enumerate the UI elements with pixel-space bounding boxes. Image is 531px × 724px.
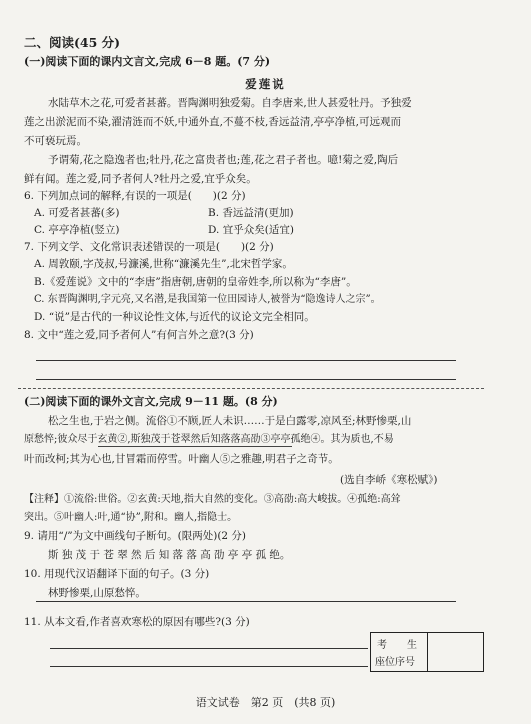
answer-line[interactable]	[36, 360, 456, 361]
passage-line: 叶而改柯;其为心也,甘冒霜而停雪。叶幽人⑤之雅趣,明君子之奇节。	[24, 453, 339, 465]
q7-option-d: D. “说”是古代的一种议论性文体,与近代的议论文完全相同。	[34, 311, 315, 323]
passage-line: 予谓菊,花之隐逸者也;牡丹,花之富贵者也;莲,花之君子者也。噫!菊之爱,陶后	[48, 154, 399, 166]
q6-option-a: A. 可爱者甚蕃(多)	[34, 207, 120, 219]
page-footer: 语文试卷 第2 页 (共8 页)	[195, 696, 336, 709]
q6-option-b: B. 香远益清(更加)	[208, 207, 294, 219]
passage-line: 鲜有闻。莲之爱,同予者何人?牡丹之爱,宜乎众矣。	[24, 173, 257, 185]
question-9-stem: 9. 请用“/”为文中画线句子断句。(限两处)(2 分)	[24, 530, 247, 542]
source-citation: (选自李峤《寒松赋》)	[340, 474, 438, 486]
essay-title: 爱莲说	[245, 77, 286, 91]
q7-option-c: C. 东晋陶渊明,字元亮,又名潜,是我国第一位田园诗人,被誉为“隐逸诗人之宗”。	[34, 294, 381, 305]
q7-option-a: A. 周敦颐,字茂叔,号濂溪,世称“濂溪先生”,北宋哲学家。	[34, 258, 293, 270]
question-10-stem: 10. 用现代汉语翻译下面的句子。(3 分)	[24, 568, 210, 580]
question-7-stem: 7. 下列文学、文化常识表述错误的一项是( )(2 分)	[24, 241, 274, 253]
passage-line: 水陆草木之花,可爱者甚蕃。晋陶渊明独爱菊。自李唐来,世人甚爱牡丹。予独爱	[48, 97, 412, 109]
passage-line: 松之生也,于岩之侧。流俗①不顾,匠人未识……于是白露零,凉风至;林野惨栗,山	[48, 415, 412, 427]
q6-option-d: D. 宜乎众矣(适宜)	[208, 224, 294, 236]
answer-line[interactable]	[36, 379, 456, 380]
divider	[18, 388, 484, 389]
answer-line[interactable]	[50, 648, 368, 649]
q9-sentence: 斯 独 茂 于 苍 翠 然 后 知 落 落 高 劭 亭 亭 孤 绝。	[48, 549, 291, 561]
section-title: 二、阅读(45 分)	[24, 35, 121, 50]
question-11-stem: 11. 从本文看,作者喜欢寒松的原因有哪些?(3 分)	[24, 616, 250, 628]
passage-line: 不可亵玩焉。	[24, 135, 87, 147]
answer-line[interactable]	[50, 666, 368, 667]
seat-box-label: 考 生	[377, 640, 417, 651]
q7-option-b: B.《爱莲说》文中的“李唐”指唐朝,唐朝的皇帝姓李,所以称为“李唐”。	[34, 276, 357, 288]
passage-line: 原愁悴;彼众尽于玄黄②,斯独茂于苍翠然后知落落高劭③亭亭孤绝④。其为质也,不易	[24, 434, 394, 445]
seat-box-label: 座位序号	[375, 657, 415, 668]
notes-line: 【注释】①流俗:世俗。②玄黄:天地,指大自然的变化。③高劭:高大峻拔。④孤绝:高耸	[24, 494, 401, 505]
q10-sentence: 林野惨栗,山原愁悴。	[48, 587, 146, 599]
passage-line: 莲之出淤泥而不染,濯清涟而不妖,中通外直,不蔓不枝,香远益清,亭亭净植,可远观而	[24, 116, 402, 128]
part1-heading: (一)阅读下面的课内文言文,完成 6－8 题。(7 分)	[24, 55, 271, 68]
part2-heading: (二)阅读下面的课外文言文,完成 9－11 题。(8 分)	[24, 395, 278, 408]
question-6-stem: 6. 下列加点词的解释,有误的一项是( )(2 分)	[24, 190, 246, 202]
seat-number-box	[370, 632, 484, 672]
underline-mark	[98, 446, 292, 447]
notes-line: 突出。⑤叶幽人:叶,通“协”,附和。幽人,指隐士。	[24, 512, 238, 523]
answer-line[interactable]	[36, 601, 456, 602]
q6-option-c: C. 亭亭净植(竖立)	[34, 224, 120, 236]
question-8-stem: 8. 文中“莲之爱,同予者何人”有何言外之意?(3 分)	[24, 329, 254, 341]
